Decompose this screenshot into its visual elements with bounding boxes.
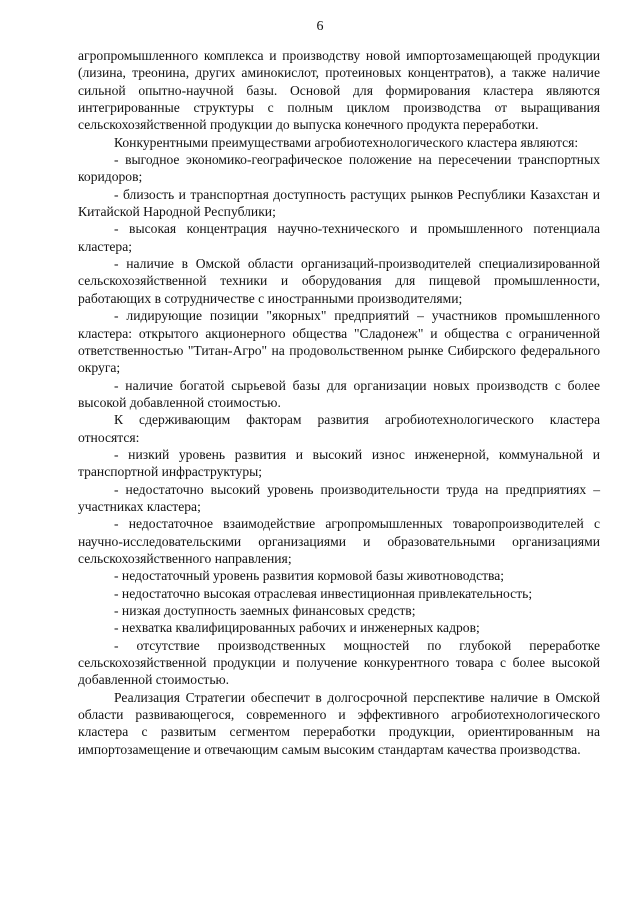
paragraph: - низкая доступность заемных финансовых средств; xyxy=(114,603,416,618)
paragraph: - недостаточно высокая отраслевая инвестиционная привлекательность; xyxy=(114,585,533,601)
paragraph: Реализация Стратегии обеспечит в долгосрочной перспективе наличие в Омской области развивающегося, современного и эффективного агробиотехнологического кластера с развитым сегментом переработки продукции, ориентированным на импортозамещение и отвечающим самым высоким стандартам качества производства. xyxy=(78,689,600,757)
paragraph: - лидирующие позиции "якорных" предприятий – участников промышленного кластера: открытого акционерного общества "Сладонеж" и общества с ограниченной ответственностью "Титан-Агро" на продовольственном рынке Сибирского федерального округа; xyxy=(78,308,600,376)
paragraph: Конкурентными преимуществами агробиотехнологического кластера являются: xyxy=(114,134,579,150)
paragraph: - недостаточный уровень развития кормовой базы животноводства; xyxy=(114,568,505,584)
paragraph: агропромышленного комплекса и производству новой импортозамещающей продукции (лизина, треонина, других аминокислот, протеиновых концентратов), а также наличие сильной опытно-научной базы. Основой для формирования кластера являются интегрированные структуры с полным циклом производства от выращивания сельскохозяйственной продукции до выпуска конечного продукта переработки. xyxy=(78,48,600,133)
paragraph: - высокая концентрация научно-технического и промышленного потенциала кластера; xyxy=(78,221,600,254)
paragraph: - выгодное экономико-географическое положение на пересечении транспортных коридоров; xyxy=(78,152,600,185)
paragraph: К сдерживающим факторам развития агробиотехнологического кластера относятся: xyxy=(78,412,600,445)
paragraph: - низкий уровень развития и высокий износ инженерной, коммунальной и транспортной инфраструктуры; xyxy=(78,446,600,480)
paragraph: - нехватка квалифицированных рабочих и инженерных кадров; xyxy=(114,620,480,636)
paragraph: - недостаточное взаимодействие агропромышленных товаропроизводителей с научно-исследовательскими организациями и образовательными организациями сельскохозяйственного направления; xyxy=(78,516,600,566)
document-body xyxy=(78,47,600,758)
paragraph: - наличие богатой сырьевой базы для организации новых производств с более высокой добавленной стоимостью. xyxy=(78,377,600,410)
paragraph: - недостаточно высокий уровень производительности труда на предприятиях – участниках кластера; xyxy=(78,481,600,514)
paragraph: - наличие в Омской области организаций-производителей специализированной сельскохозяйственной техники и оборудования для пищевой промышленности, работающих в сотрудничестве с иностранными производителями; xyxy=(78,256,600,306)
page-number: 6 xyxy=(316,19,324,34)
paragraph: - отсутствие производственных мощностей по глубокой переработке сельскохозяйственной продукции и получение конкурентного товара с более высокой добавленной стоимостью. xyxy=(78,637,600,688)
paragraph: - близость и транспортная доступность растущих рынков Республики Казахстан и Китайской Народной Республики; xyxy=(78,186,600,220)
